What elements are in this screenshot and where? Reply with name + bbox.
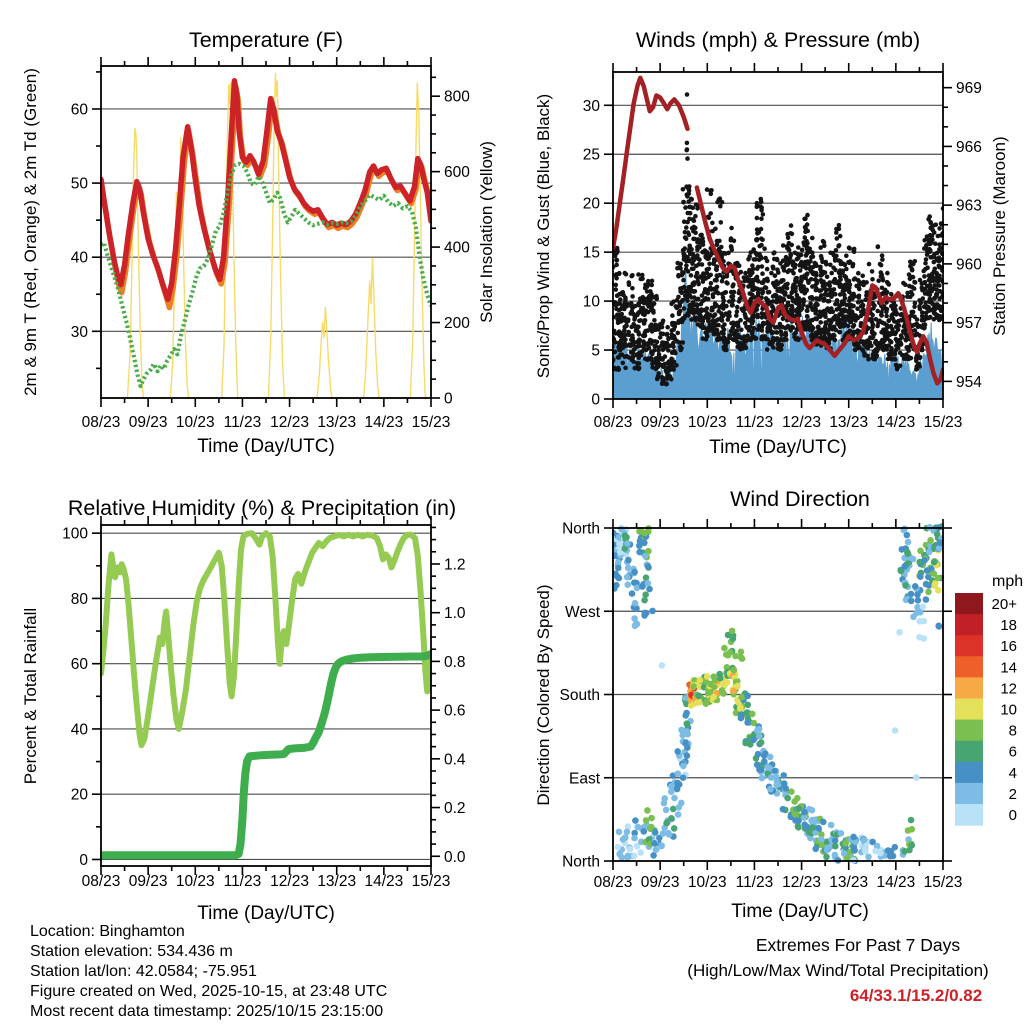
y-axis-label-left: Sonic/Prop Wind & Gust (Blue, Black)	[534, 93, 553, 379]
y-tick-label: 10	[582, 293, 600, 311]
x-tick-label: 08/23	[593, 414, 633, 431]
y-tick-label: 15	[582, 244, 600, 262]
figure-created: Figure created on Wed, 2025-10-15, at 23:48 UTC	[30, 983, 388, 1000]
x-tick-label: 09/23	[128, 414, 168, 431]
y-axis-label-right: Station Pressure (Maroon)	[990, 136, 1009, 336]
x-tick-label: 11/23	[735, 874, 774, 891]
legend-label: 8	[1008, 722, 1017, 740]
x-tick-label: 09/23	[640, 414, 680, 431]
legend-label: 0	[1008, 807, 1017, 824]
y-tick-label: 0.6	[444, 702, 466, 720]
x-axis-label: Time (Day/UTC)	[709, 437, 847, 458]
legend-label: 2	[1008, 785, 1017, 803]
legend-swatch-10	[955, 699, 983, 721]
y-tick-label: 5	[591, 342, 600, 360]
legend-swatch-18	[955, 614, 983, 636]
data-timestamp: Most recent data timestamp: 2025/10/15 23:15:00	[30, 1003, 384, 1020]
x-tick-label: 12/23	[782, 414, 821, 431]
y-tick-label: West	[564, 603, 600, 621]
series-layer	[101, 74, 431, 399]
y-tick-label: 20	[582, 195, 600, 213]
legend-label: 18	[1000, 617, 1017, 635]
y-tick-label: 600	[444, 164, 470, 182]
y-axis-label-left: Direction (Colored By Speed)	[534, 584, 553, 806]
station-location: Location: Binghamton	[30, 923, 185, 940]
series-layer	[101, 533, 431, 855]
x-tick-label: 12/23	[270, 873, 309, 890]
panel-title: Wind Direction	[730, 487, 870, 511]
legend-swatch-16	[955, 635, 983, 657]
x-tick-label: 13/23	[317, 873, 357, 890]
y-tick-label: 963	[956, 197, 982, 215]
y-tick-label: 0	[591, 391, 600, 409]
x-tick-label: 14/23	[876, 414, 916, 431]
x-tick-label: 11/23	[735, 414, 774, 431]
x-axis-label: Time (Day/UTC)	[731, 901, 869, 922]
legend-label: 12	[1000, 680, 1017, 698]
legend-label: 16	[1000, 638, 1017, 656]
panel-temperature	[21, 28, 496, 457]
x-tick-label: 13/23	[317, 414, 357, 431]
x-tick-label: 11/23	[223, 414, 262, 431]
y-tick-label: 0.0	[444, 848, 466, 866]
legend-title: mph	[992, 573, 1024, 590]
legend-swatch-8	[955, 720, 983, 742]
legend-label: 20+	[991, 596, 1017, 613]
panel-rh-precip	[21, 496, 466, 924]
legend-label: 4	[1008, 764, 1017, 782]
y-tick-label: South	[559, 687, 600, 704]
y-tick-label: 25	[582, 146, 600, 164]
y-tick-label: North	[562, 853, 600, 871]
station-info	[30, 922, 387, 1022]
legend-label: 10	[1000, 701, 1017, 719]
y-tick-label: 0	[444, 390, 453, 408]
y-tick-label: 969	[956, 80, 982, 98]
speed-legend	[955, 573, 1023, 826]
legend-swatch-20+	[955, 593, 983, 615]
x-tick-label: 15/23	[923, 874, 963, 891]
legend-label: 14	[1000, 659, 1017, 677]
series-relative-humidity	[101, 533, 431, 745]
y-tick-label: 30	[70, 323, 88, 341]
x-tick-label: 10/23	[687, 414, 727, 431]
y-tick-label: 800	[444, 88, 470, 106]
y-tick-label: 40	[70, 721, 88, 739]
legend-swatch-12	[955, 677, 983, 699]
series-2m-temperature	[101, 81, 431, 300]
legend-label: 6	[1008, 743, 1017, 761]
y-tick-label: 1.2	[444, 556, 466, 574]
y-tick-label: 0	[79, 851, 88, 869]
y-tick-label: East	[568, 770, 600, 788]
x-tick-label: 13/23	[829, 874, 869, 891]
gust-dots	[609, 92, 946, 386]
y-tick-label: 30	[582, 97, 600, 115]
panel-winds-pressure	[534, 28, 1009, 458]
y-tick-label: 954	[956, 373, 982, 391]
legend-swatch-14	[955, 656, 983, 678]
series-2m-dewpoint	[101, 164, 431, 386]
x-tick-label: 08/23	[81, 873, 121, 890]
y-axis-label-right: Solar Insolation (Yellow)	[477, 141, 496, 323]
pressure-line	[613, 78, 688, 248]
y-tick-label: 966	[956, 138, 982, 156]
x-tick-label: 11/23	[223, 873, 262, 890]
direction-dots	[610, 523, 947, 864]
x-tick-label: 10/23	[175, 873, 215, 890]
x-tick-label: 14/23	[876, 874, 916, 891]
y-tick-label: 40	[70, 249, 88, 267]
legend-swatch-6	[955, 741, 983, 763]
panel-wind-direction	[534, 487, 1023, 922]
y-tick-label: 0.8	[444, 653, 466, 671]
x-axis-label: Time (Day/UTC)	[197, 436, 335, 457]
y-tick-label: 1.0	[444, 605, 466, 623]
x-tick-label: 10/23	[175, 414, 215, 431]
x-tick-label: 09/23	[640, 874, 680, 891]
legend-swatch-2	[955, 783, 983, 805]
y-tick-label: North	[562, 520, 600, 538]
y-tick-label: 50	[70, 175, 88, 193]
x-tick-label: 12/23	[270, 414, 309, 431]
x-tick-label: 10/23	[687, 874, 727, 891]
x-tick-label: 14/23	[364, 414, 404, 431]
extremes-values: 64/33.1/15.2/0.82	[849, 986, 983, 1005]
panel-title: Winds (mph) & Pressure (mb)	[635, 28, 921, 52]
legend-swatch-4	[955, 762, 983, 784]
y-tick-label: 957	[956, 315, 982, 333]
y-tick-label: 960	[956, 256, 982, 274]
y-axis-label-left: 2m & 9m T (Red, Orange) & 2m Td (Green)	[21, 68, 40, 396]
panel-title: Temperature (F)	[188, 28, 344, 52]
station-latlon: Station lat/lon: 42.0584; -75.951	[30, 963, 257, 980]
y-tick-label: 0.2	[444, 800, 466, 818]
x-tick-label: 15/23	[411, 873, 451, 890]
y-tick-label: 80	[70, 590, 88, 608]
x-tick-label: 08/23	[593, 874, 633, 891]
x-tick-label: 12/23	[782, 874, 821, 891]
legend-swatch-0	[955, 804, 983, 826]
station-elevation: Station elevation: 534.436 m	[30, 943, 233, 960]
x-tick-label: 08/23	[81, 414, 121, 431]
x-tick-label: 14/23	[364, 873, 404, 890]
extremes-title: Extremes For Past 7 Days	[755, 935, 961, 955]
y-axis-label-left: Percent & Total Rainfall	[21, 607, 40, 785]
y-tick-label: 0.4	[444, 751, 466, 769]
panel-title: Relative Humidity (%) & Precipitation (in)	[67, 496, 457, 520]
y-tick-label: 60	[70, 101, 88, 119]
extremes-subtitle: (High/Low/Max Wind/Total Precipitation)	[687, 961, 989, 980]
x-tick-label: 15/23	[411, 414, 451, 431]
y-tick-label: 400	[444, 239, 470, 257]
series-layer	[609, 78, 946, 399]
x-tick-label: 09/23	[128, 873, 168, 890]
x-tick-label: 13/23	[829, 414, 869, 431]
y-tick-label: 20	[70, 786, 88, 804]
y-tick-label: 200	[444, 315, 470, 333]
x-tick-label: 15/23	[923, 414, 963, 431]
y-tick-label: 100	[62, 525, 88, 543]
y-tick-label: 60	[70, 656, 88, 674]
x-axis-label: Time (Day/UTC)	[197, 903, 335, 924]
